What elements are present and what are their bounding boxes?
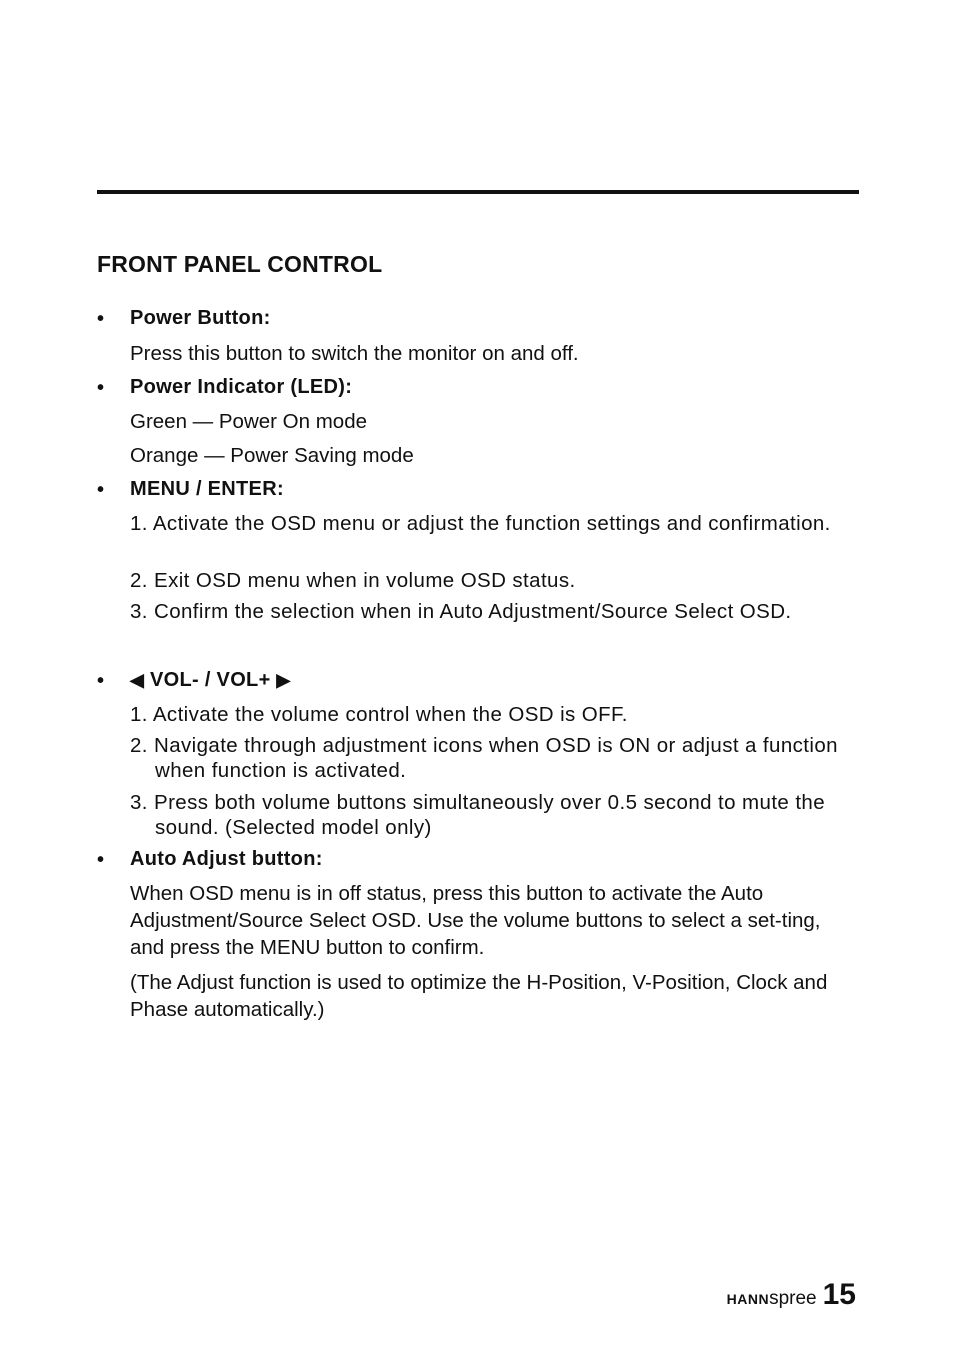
item-title-power-indicator: Power Indicator (LED): bbox=[130, 376, 353, 398]
triangle-left-icon: ◀ bbox=[130, 670, 145, 690]
menu-step-1: 1. Activate the OSD menu or adjust the function settings and confirmation. bbox=[130, 512, 831, 535]
triangle-right-icon: ▶ bbox=[276, 670, 291, 690]
power-button-description: Press this button to switch the monitor on and off. bbox=[130, 342, 579, 365]
bullet-marker: • bbox=[97, 377, 105, 399]
auto-adjust-paragraph-1: When OSD menu is in off status, press this button to activate the Auto Adjustment/Source Select OSD. Use the volume buttons to select a set-ting, and press the MENU button to confirm. bbox=[130, 882, 821, 959]
header-rule bbox=[97, 190, 859, 194]
bullet-marker: • bbox=[97, 849, 105, 871]
section-title: FRONT PANEL CONTROL bbox=[97, 251, 383, 277]
item-title-volume bbox=[130, 669, 291, 692]
item-title-auto-adjust: Auto Adjust button: bbox=[130, 848, 323, 870]
item-title-power-button: Power Button: bbox=[130, 307, 271, 329]
brand-logo-light: spree bbox=[769, 1288, 817, 1309]
page-footer bbox=[727, 1278, 856, 1312]
volume-step-3: 3. Press both volume buttons simultaneously over 0.5 second to mute the sound. (Selected model only) bbox=[130, 791, 826, 839]
auto-adjust-paragraph-2: (The Adjust function is used to optimize the H-Position, V-Position, Clock and Phase automatically.) bbox=[130, 971, 828, 1021]
bullet-marker: • bbox=[97, 670, 105, 692]
bullet-marker: • bbox=[97, 479, 105, 501]
brand-logo-bold: HANN bbox=[726, 1291, 770, 1307]
led-green-description: Green — Power On mode bbox=[130, 410, 367, 433]
volume-step-1: 1. Activate the volume control when the OSD is OFF. bbox=[130, 703, 628, 726]
volume-title-text: VOL- / VOL+ bbox=[150, 669, 271, 691]
item-title-menu-enter: MENU / ENTER: bbox=[130, 478, 284, 500]
bullet-marker: • bbox=[97, 308, 105, 330]
menu-step-2: 2. Exit OSD menu when in volume OSD status. bbox=[130, 569, 576, 592]
menu-step-3: 3. Confirm the selection when in Auto Adjustment/Source Select OSD. bbox=[130, 600, 792, 623]
volume-step-2: 2. Navigate through adjustment icons when OSD is ON or adjust a function when function is activated. bbox=[130, 734, 838, 782]
page-number: 15 bbox=[822, 1278, 856, 1311]
led-orange-description: Orange — Power Saving mode bbox=[130, 444, 414, 467]
